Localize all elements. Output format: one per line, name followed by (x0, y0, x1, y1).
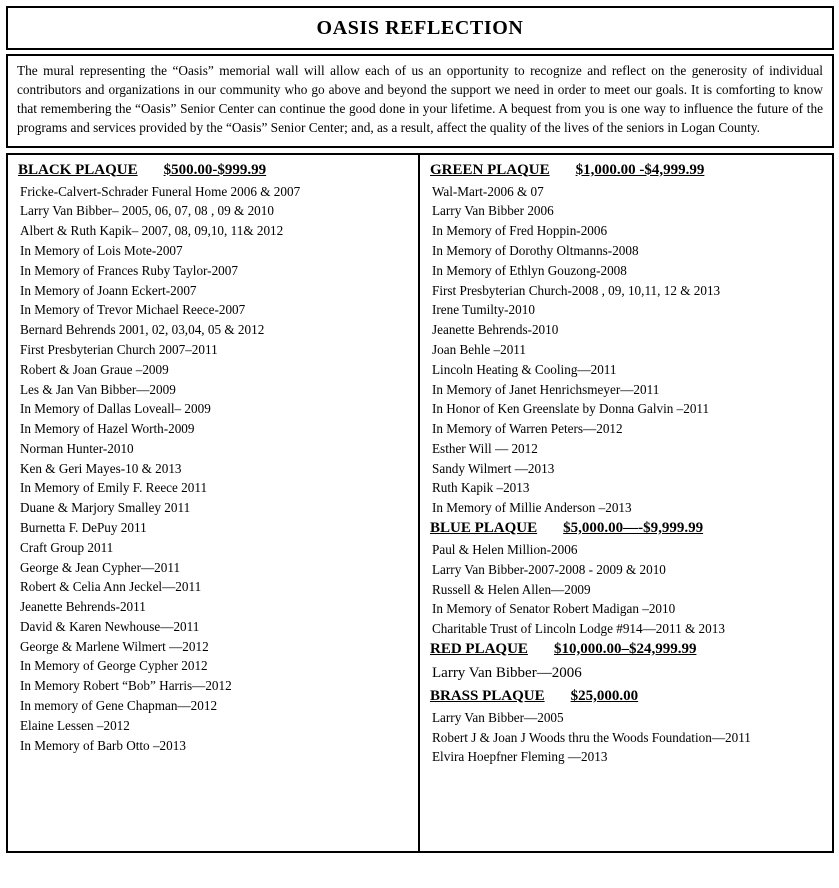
donor-entry: In memory of Gene Chapman—2012 (20, 698, 218, 713)
plaque-group (18, 162, 410, 756)
donor-entry: Albert & Ruth Kapik– 2007, 08, 09,10, 11& 2012 (20, 223, 284, 239)
plaque-amount-range: $10,000.00–$24,999.99 (553, 640, 697, 657)
donor-entry: In Memory of Dorothy Oltmanns-2008 (432, 243, 639, 259)
plaque-name: BLACK PLAQUE (18, 161, 138, 178)
page-title: OASIS REFLECTION (316, 16, 524, 39)
donor-entry: In Memory of Janet Henrichsmeyer—2011 (432, 381, 660, 397)
donor-entry: Sandy Wilmert —2013 (432, 460, 555, 476)
plaque-name: RED PLAQUE (430, 640, 528, 657)
donor-entry: In Memory of Ethlyn Gouzong-2008 (432, 262, 627, 278)
plaque-amount-range: $5,000.00—-$9,999.99 (563, 519, 704, 536)
plaque-header (430, 641, 824, 658)
donor-entry: In Memory of Hazel Worth-2009 (20, 421, 195, 437)
donor-entry: George & Marlene Wilmert —2012 (20, 638, 209, 654)
donor-entry: Burnetta F. DePuy 2011 (20, 519, 147, 535)
donor-entry: Elaine Lessen –2012 (20, 717, 130, 733)
donor-entry: Wal-Mart-2006 & 07 (432, 183, 544, 199)
donor-columns (6, 153, 834, 853)
donor-entry: In Memory of Senator Robert Madigan –2010 (432, 601, 676, 617)
donor-entry: Irene Tumilty-2010 (432, 302, 535, 318)
donor-entry: Robert & Celia Ann Jeckel—2011 (20, 579, 202, 595)
plaque-amount-range: $1,000.00 -$4,999.99 (575, 161, 705, 178)
donor-entry: In Memory of Lois Mote-2007 (20, 243, 183, 259)
donor-entry: Esther Will — 2012 (432, 440, 538, 456)
donor-entry: Russell & Helen Allen—2009 (432, 581, 591, 597)
donor-entry: In Memory of Frances Ruby Taylor-2007 (20, 262, 238, 278)
plaque-name: GREEN PLAQUE (430, 161, 550, 178)
donor-entry: In Memory of Emily F. Reece 2011 (20, 480, 208, 496)
donor-entry: In Memory of Barb Otto –2013 (20, 737, 186, 753)
donor-column-right (420, 155, 832, 851)
plaque-group (430, 688, 824, 767)
plaque-group (430, 520, 824, 639)
donor-entry: In Memory of Fred Hoppin-2006 (432, 223, 608, 239)
donor-entry: In Memory of Millie Anderson –2013 (432, 500, 632, 516)
donor-entry: Jeanette Behrends-2010 (432, 322, 559, 338)
donor-entry: David & Karen Newhouse—2011 (20, 618, 200, 634)
donor-entry: Larry Van Bibber 2006 (432, 203, 554, 219)
donor-entry: Larry Van Bibber—2005 (432, 709, 564, 725)
donor-entry: In Memory of Dallas Loveall– 2009 (20, 401, 211, 417)
donor-entry: Lincoln Heating & Cooling—2011 (432, 361, 617, 377)
donor-entry: Robert J & Joan J Woods thru the Woods Foundation—2011 (432, 729, 751, 745)
donor-entry: Charitable Trust of Lincoln Lodge #914—2011 & 2013 (432, 621, 725, 637)
donor-entry: Larry Van Bibber-2007-2008 - 2009 & 2010 (432, 561, 666, 577)
plaque-header (430, 520, 824, 537)
donor-entry: First Presbyterian Church-2008 , 09, 10,11, 12 & 2013 (432, 282, 721, 298)
plaque-amount-range: $500.00-$999.99 (163, 161, 267, 178)
donor-entry: Duane & Marjory Smalley 2011 (20, 500, 191, 516)
donor-entry: In Memory of Warren Peters—2012 (432, 421, 623, 437)
plaque-header (430, 688, 824, 705)
intro-paragraph: The mural representing the “Oasis” memorial wall will allow each of us an opportunity to recognize and reflect on the generosity of individual contributors and organizations in our community who go above and beyond the support we need in order to meet our goals. It is comforting to know that remembering the “Oasis” Senior Center can continue the good done in your lifetime. A bequest from you is one way to influence the future of the programs and services provided by the “Oasis” Senior Center; and, as a result, affect the quality of the lives of the seniors in Logan County. (17, 63, 823, 135)
donor-entry: In Memory Robert “Bob” Harris—2012 (20, 678, 232, 694)
donor-entry: Joan Behle –2011 (432, 341, 527, 357)
plaque-amount-range: $25,000.00 (570, 687, 639, 704)
donor-entry: Larry Van Bibber– 2005, 06, 07, 08 , 09 & 2010 (20, 203, 274, 219)
donor-entry: Fricke-Calvert-Schrader Funeral Home 2006 & 2007 (20, 183, 301, 199)
document-title-box (6, 6, 834, 50)
donor-entry: Norman Hunter-2010 (20, 440, 134, 456)
donor-entry: Ken & Geri Mayes-10 & 2013 (20, 460, 182, 476)
donor-entry: Bernard Behrends 2001, 02, 03,04, 05 & 2012 (20, 322, 265, 338)
plaque-group (430, 162, 824, 518)
donor-entry: George & Jean Cypher—2011 (20, 559, 181, 575)
donor-entry: Les & Jan Van Bibber—2009 (20, 381, 176, 397)
donor-entry: In Memory of George Cypher 2012 (20, 658, 208, 674)
donor-entry: Robert & Joan Graue –2009 (20, 361, 169, 377)
donor-entry: In Honor of Ken Greenslate by Donna Galvin –2011 (432, 401, 710, 417)
donor-entry: Jeanette Behrends-2011 (20, 599, 146, 615)
donor-entry: Ruth Kapik –2013 (432, 480, 530, 496)
plaque-header (18, 162, 410, 179)
plaque-name: BLUE PLAQUE (430, 519, 538, 536)
donor-entry: Elvira Hoepfner Fleming —2013 (432, 749, 608, 765)
donor-column-left (8, 155, 420, 851)
plaque-group (430, 641, 824, 686)
donor-entry: Craft Group 2011 (20, 539, 114, 555)
plaque-header (430, 162, 824, 179)
intro-paragraph-box (6, 54, 834, 148)
donor-entry: Larry Van Bibber—2006 (432, 664, 582, 681)
plaque-name: BRASS PLAQUE (430, 687, 545, 704)
donor-entry: First Presbyterian Church 2007–2011 (20, 341, 218, 357)
donor-entry: Paul & Helen Million-2006 (432, 541, 578, 557)
donor-entry: In Memory of Trevor Michael Reece-2007 (20, 302, 246, 318)
donor-entry: In Memory of Joann Eckert-2007 (20, 282, 197, 298)
